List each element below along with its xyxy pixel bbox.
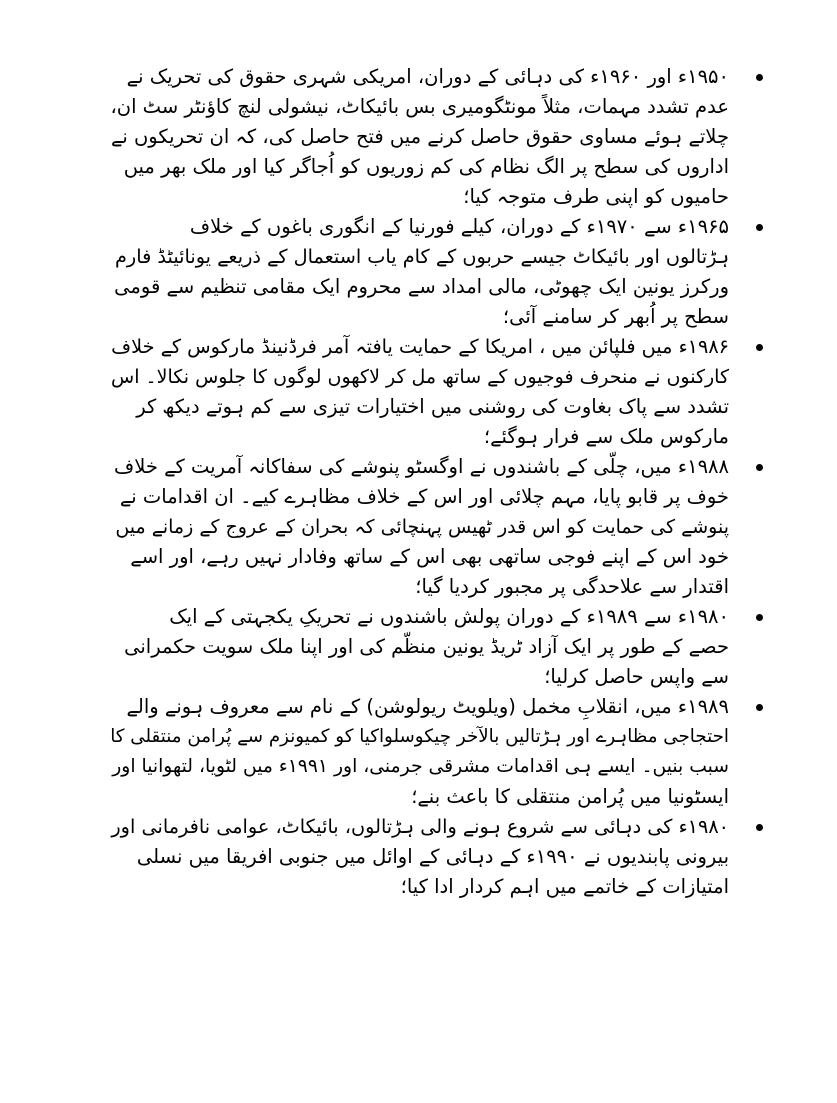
text-line: ۱۹۸۶ء میں فلپائن میں ، امریکا کے حمایت یافتہ آمر فرڈنینڈ مارکوس کے خلاف: [111, 335, 729, 358]
bullet-text: [108, 212, 729, 332]
list-item: [108, 812, 765, 902]
bullet-text: [108, 452, 729, 602]
bullet-list: [108, 62, 765, 902]
bullet-text: [108, 62, 729, 212]
text-line: سے واپس حاصل کرلیا؛: [544, 665, 729, 688]
bullet-icon: [756, 224, 763, 231]
text-line: ۱۹۸۰ء کی دہائی سے شروع ہونے والی ہڑتالوں، بائیکاٹ، عوامی نافرمانی اور: [111, 815, 729, 838]
text-line: ۱۹۸۰ء سے ۱۹۸۹ء کے دوران پولش باشندوں نے تحریکِ یکجہتی کے ایک: [169, 605, 729, 628]
text-line: اقتدار سے علاحدگی پر مجبور کردیا گیا؛: [415, 575, 729, 598]
bullet-icon: [756, 464, 763, 471]
text-line: مارکوس ملک سے فرار ہوگئے؛: [483, 425, 729, 448]
text-line: حامیوں کو اپنی طرف متوجہ کیا؛: [463, 185, 729, 208]
text-line: امتیازات کے خاتمے میں اہم کردار ادا کیا؛: [400, 875, 729, 898]
text-line: ۱۹۸۸ء میں، چلّی کے باشندوں نے اوگسٹو پنوشے کی سفاکانہ آمریت کے خلاف: [113, 455, 729, 478]
text-line: ہڑتالوں اور بائیکاٹ جیسے حربوں کے کام یاب استعمال کے ذریعے یونائیٹڈ فارم: [115, 245, 729, 268]
text-line: پنوشے کی حمایت کو اس قدر ٹھیس پہنچائی کہ بحران کے عروج کے زمانے میں: [115, 516, 729, 538]
bullet-icon: [756, 824, 763, 831]
list-item: [108, 212, 765, 332]
list-item: [108, 692, 765, 812]
bullet-text: [108, 332, 729, 452]
text-line: حصے کے طور پر ایک آزاد ٹریڈ یونین منظّم کی اور اپنا ملک سویت حکمرانی: [124, 635, 729, 658]
text-line: ۱۹۸۹ء میں، انقلابِ مخمل (ویلویٹ ریولوشن) کے نام سے معروف ہونے والے: [126, 695, 729, 718]
bullet-text: [108, 602, 729, 692]
text-line: احتجاجی مظاہرے اور ہڑتالیں بالآخر چیکوسلواکیا کو کمیونزم سے پُرامن منتقلی کا: [110, 726, 729, 747]
list-item: [108, 332, 765, 452]
text-line: چلاتے ہوئے مساوی حقوق حاصل کرنے میں فتح حاصل کی، کہ ان تحریکوں نے: [110, 125, 729, 148]
text-line: ورکرز یونین ایک چھوٹی، مالی امداد سے محروم ایک مقامی تنظیم سے قومی: [114, 275, 729, 298]
text-line: تشدد سے پاک بغاوت کی روشنی میں اختیارات تیزی سے کم ہوتے دیکھ کر: [136, 395, 729, 418]
text-line: کارکنوں نے منحرف فوجیوں کے ساتھ مل کر لاکھوں لوگوں کا جلوس نکالا۔ اس: [111, 366, 729, 388]
bullet-icon: [756, 344, 763, 351]
text-line: ۱۹۵۰ء اور ۱۹۶۰ء کی دہائی کے دوران، امریکی شہری حقوق کی تحریک نے: [126, 65, 729, 88]
text-line: ایسٹونیا میں پُرامن منتقلی کا باعث بنے؛: [411, 785, 729, 808]
list-item: [108, 62, 765, 212]
bullet-icon: [756, 614, 763, 621]
text-line: اداروں کی سطح پر الگ نظام کی کم زوریوں کو اُجاگر کیا اور ملک بھر میں: [123, 155, 729, 178]
text-line: عدم تشدد مہمات، مثلاً مونٹگومیری بس بائیکاٹ، نیشولی لنچ کاؤنٹر سٹ ان،: [110, 95, 729, 118]
bullet-text: [108, 812, 729, 902]
text-line: خود اس کے اپنے فوجی ساتھی بھی اس کے ساتھ وفادار نہیں رہے، اور اسے: [130, 545, 729, 568]
bullet-icon: [756, 74, 763, 81]
bullet-icon: [756, 704, 763, 711]
text-line: ۱۹۶۵ء سے ۱۹۷۰ء کے دوران، کیلے فورنیا کے انگوری باغوں کے خلاف: [189, 215, 729, 238]
text-line: بیرونی پابندیوں نے ۱۹۹۰ء کے دہائی کے اوائل میں جنوبی افریقا میں نسلی: [136, 845, 729, 868]
bullet-text: [108, 692, 729, 812]
text-line: سبب بنیں۔ ایسے ہی اقدامات مشرقی جرمنی، اور ۱۹۹۱ء میں لٹویا، لتھوانیا اور: [112, 756, 729, 777]
list-item: [108, 452, 765, 602]
text-line: خوف پر قابو پایا، مہم چلائی اور اس کے خلاف مظاہرے کیے۔ ان اقدامات نے: [119, 485, 729, 508]
list-item: [108, 602, 765, 692]
text-line: سطح پر اُبھر کر سامنے آئی؛: [502, 305, 729, 328]
